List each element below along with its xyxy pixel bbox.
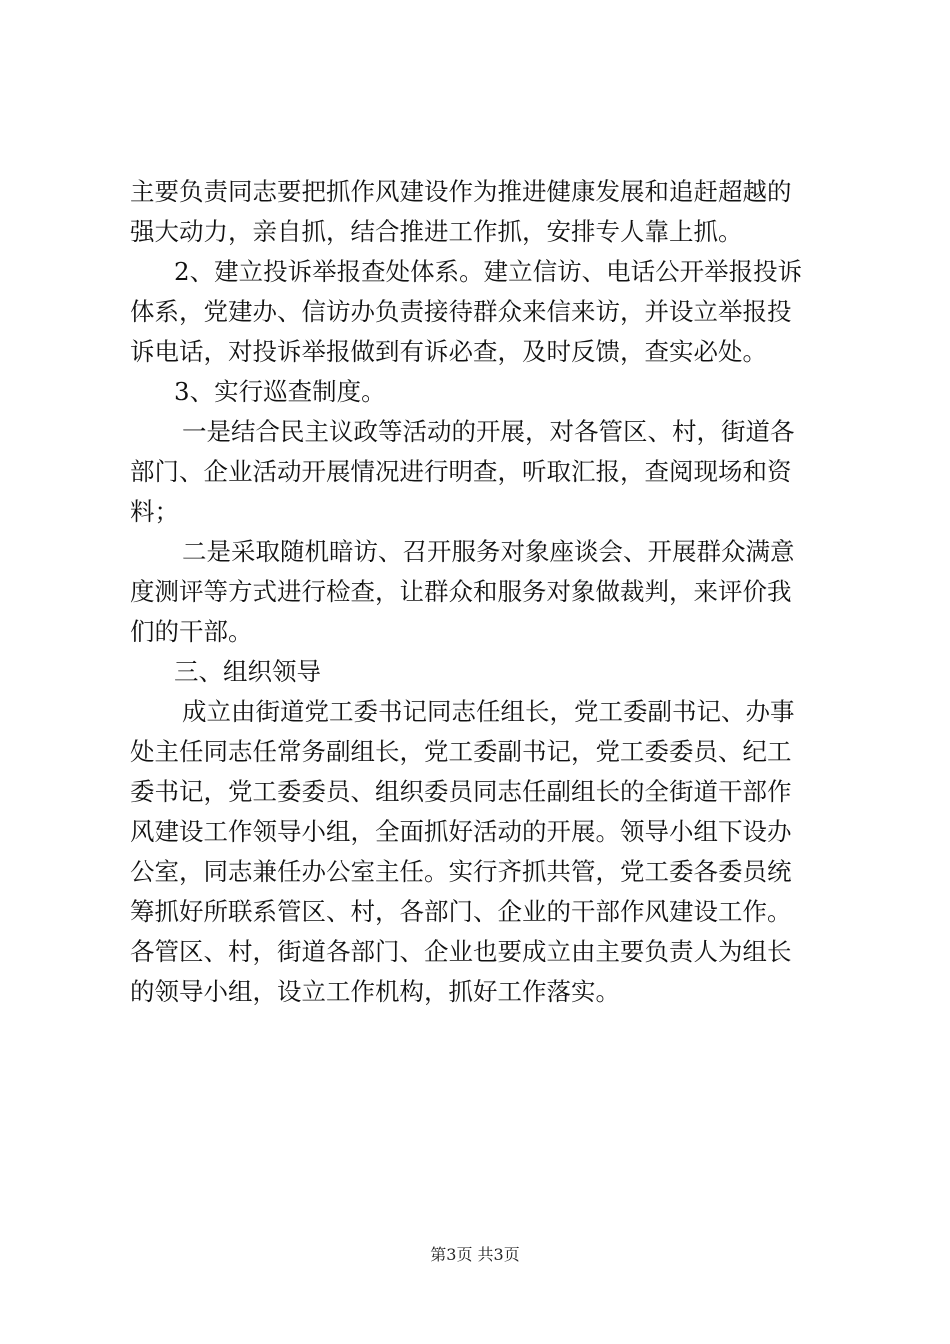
text-line: 风建设工作领导小组，全面抓好活动的开展。领导小组下设办 [130,817,792,846]
text-line: 料； [130,497,179,526]
text-line: 强大动力，亲自抓，结合推进工作抓，安排专人靠上抓。 [130,217,743,246]
text-line: 二是采取随机暗访、召开服务对象座谈会、开展群众满意 [182,537,795,566]
text-line: 3、实行巡查制度。 [174,377,386,406]
section-heading: 三、组织领导 [174,657,321,686]
text-line: 的领导小组，设立工作机构，抓好工作落实。 [130,977,620,1006]
text-line: 2、建立投诉举报查处体系。建立信访、电话公开举报投诉 [174,257,803,286]
text-line: 诉电话，对投诉举报做到有诉必查，及时反馈，查实必处。 [130,337,767,366]
text-line: 成立由街道党工委书记同志任组长，党工委副书记、办事 [182,697,795,726]
text-line: 们的干部。 [130,617,253,646]
text-line: 一是结合民主议政等活动的开展，对各管区、村，街道各 [182,417,795,446]
text-line: 公室，同志兼任办公室主任。实行齐抓共管，党工委各委员统 [130,857,792,886]
text-line: 主要负责同志要把抓作风建设作为推进健康发展和追赶超越的 [130,177,792,206]
page-number-footer: 第3页 共3页 [430,1245,520,1264]
document-body [130,172,830,1012]
text-line: 委书记，党工委委员、组织委员同志任副组长的全街道干部作 [130,777,792,806]
text-line: 处主任同志任常务副组长，党工委副书记，党工委委员、纪工 [130,737,792,766]
text-line: 度测评等方式进行检查，让群众和服务对象做裁判，来评价我 [130,577,792,606]
text-line: 筹抓好所联系管区、村，各部门、企业的干部作风建设工作。 [130,897,792,926]
text-line: 部门、企业活动开展情况进行明查，听取汇报，查阅现场和资 [130,457,792,486]
text-line: 体系，党建办、信访办负责接待群众来信来访，并设立举报投 [130,297,792,326]
text-line: 各管区、村，街道各部门、企业也要成立由主要负责人为组长 [130,937,792,966]
